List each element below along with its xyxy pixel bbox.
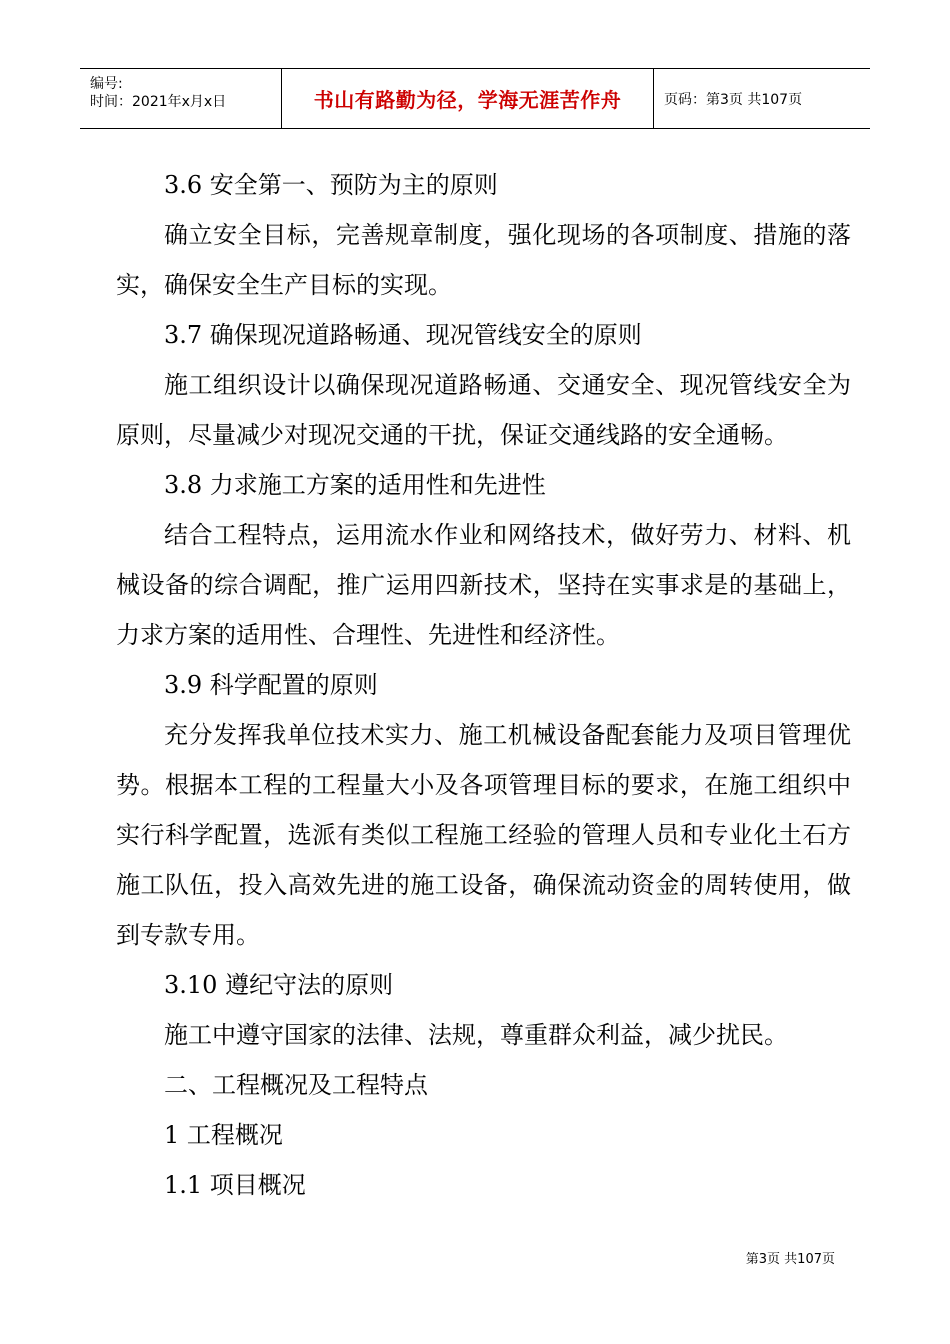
- paragraph: 施工中遵守国家的法律、法规，尊重群众利益，减少扰民。: [164, 1021, 788, 1049]
- page-footer: 第3页 共107页: [745, 1252, 835, 1267]
- section-heading: 3.10 遵纪守法的原则: [164, 971, 394, 999]
- document-header: [80, 68, 870, 129]
- section-heading: 1 工程概况: [164, 1121, 283, 1149]
- paragraph: 结合工程特点，运用流水作业和网络技术，做好劳力、材料、机械设备的综合调配，推广运用四新技术，坚持在实事求是的基础上，力求方案的适用性、合理性、先进性和经济性。: [116, 521, 851, 649]
- header-meta-cell: [80, 69, 282, 128]
- header-page-info: 页码：第3页 共107页: [664, 91, 803, 108]
- header-page-cell: [654, 69, 870, 128]
- section-heading: 3.9 科学配置的原则: [164, 671, 378, 699]
- motto-text: 书山有路勤为径，学海无涯苦作舟: [313, 88, 622, 112]
- paragraph: 确立安全目标，完善规章制度，强化现场的各项制度、措施的落实，确保安全生产目标的实现。: [116, 221, 851, 299]
- chapter-heading: 二、工程概况及工程特点: [164, 1071, 428, 1099]
- header-motto-cell: [282, 69, 654, 128]
- document-body: [116, 160, 851, 1210]
- subsection-heading: 1.1 项目概况: [164, 1171, 306, 1199]
- paragraph: 充分发挥我单位技术实力、施工机械设备配套能力及项目管理优势。根据本工程的工程量大小及各项管理目标的要求，在施工组织中实行科学配置，选派有类似工程施工经验的管理人员和专业化土石方施工队伍，投入高效先进的施工设备，确保流动资金的周转使用，做到专款专用。: [116, 721, 851, 949]
- section-heading: 3.6 安全第一、预防为主的原则: [164, 171, 498, 199]
- time-label: 时间：2021年x月x日: [90, 94, 227, 110]
- section-heading: 3.8 力求施工方案的适用性和先进性: [164, 471, 546, 499]
- section-heading: 3.7 确保现况道路畅通、现况管线安全的原则: [164, 321, 642, 349]
- paragraph: 施工组织设计以确保现况道路畅通、交通安全、现况管线安全为原则，尽量减少对现况交通的干扰，保证交通线路的安全通畅。: [116, 371, 851, 449]
- number-label: 编号:: [90, 76, 123, 92]
